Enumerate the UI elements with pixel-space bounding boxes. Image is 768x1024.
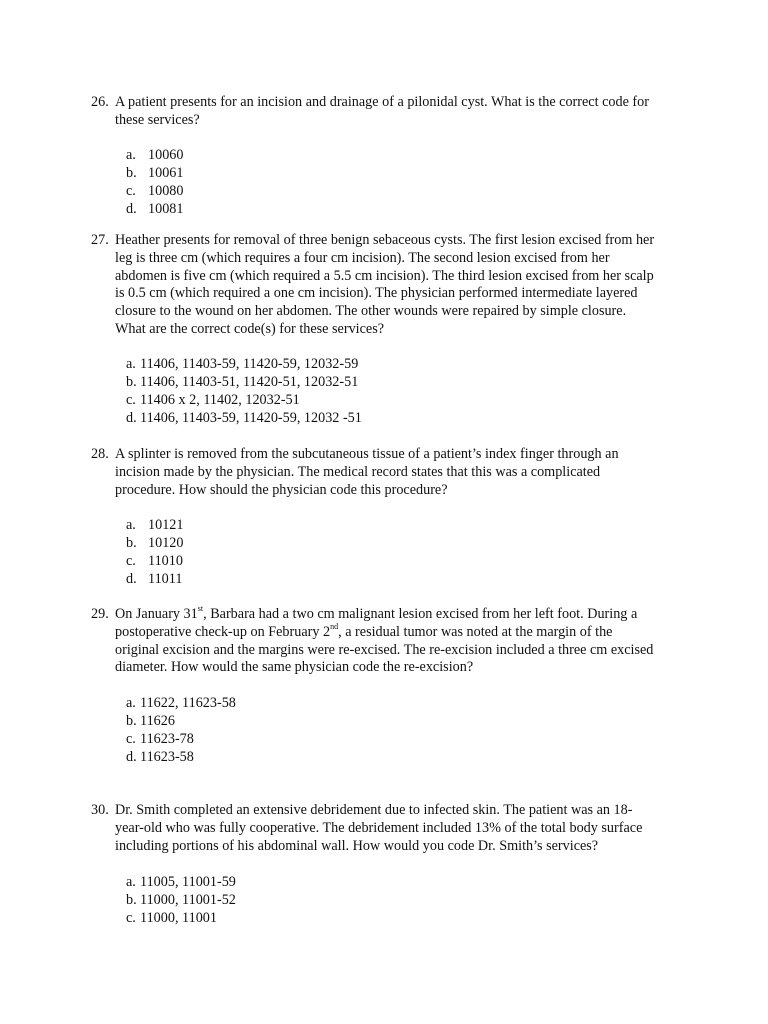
question-text: Dr. Smith completed an extensive debridement due to infected skin. The patient was an 18-year-old who was fully cooperative. The debridement included 13% of the total body surface including portions of his abdominal wall. How would you code Dr. Smith’s services?: [115, 802, 643, 854]
question-number: 28.: [91, 446, 109, 462]
superscript-st: st: [197, 604, 204, 614]
question-number: 29.: [91, 606, 109, 622]
superscript-nd: nd: [330, 622, 339, 632]
question-text: On January 31st, Barbara had a two cm malignant lesion excised from her left foot. During a postoperative check-up on February 2nd, a residual tumor was noted at the margin of the original excision and the margins were re-excised. The re-excision included a three cm excised diameter. How would the same physician code the re-excision?: [115, 604, 654, 676]
question-number: 27.: [91, 232, 109, 248]
document-page: 26. A patient presents for an incision and drainage of a pilonidal cyst. What is the correct code for these services? a. 10060 b. 10061 c. 10080 d. 10081 27. Heather presents for removal of three benign sebaceous cysts. The first lesion excised from her leg is three cm (which requires a four cm incision). The second lesion excised from her abdomen is five cm (which required a 5.5 cm incision). The third lesion excised from her scalp is 0.5 cm (which required a one cm incision). The physician performed intermediate layered closure to the wound on her abdomen. The other wounds were repaired by simple closure. What are the correct code(s) for these services? a. 11406, 11403-59, 11420-59, 12032-59 b. 11406, 11403-51, 11420-51, 12032-51 c. 11406 x 2, 11402, 12032-51 d. 11406, 11403-59, 11420-59, 12032 -51 28. A splinter is removed from the subcutaneous tissue of a patient’s index finger through an incision made by the physician. The medical record states that this was a complicated procedure. How should the physician code this procedure? a. 10121 b. 10120 c. 11010 d. 11011 29. On January 31st, Barbara had a two cm malignant lesion excised from her left foot. During a postoperative check-up on February 2nd, a residual tumor was noted at the margin of the original excision and the margins were re-excised. The re-excision included a three cm excised diameter. How would the same physician code the re-excision? a. 11622, 11623-58 b. 11626 c. 11623-78 d. 11623-58 30. Dr. Smith completed an extensive debridement due to infected skin. The patient was an 18-year-old who was fully cooperative. The debridement included 13% of the total body surface including portions of his abdominal wall. How would you code Dr. Smith’s services? a. 11005, 11001-59 b. 11000, 11001-52 c. 11000, 11001: [0, 0, 768, 1024]
question-text: A splinter is removed from the subcutaneous tissue of a patient’s index finger through an incision made by the physician. The medical record states that this was a complicated procedure. How should the physician code this procedure?: [115, 446, 619, 498]
question-text: A patient presents for an incision and drainage of a pilonidal cyst. What is the correct code for these services?: [115, 94, 649, 128]
question-number: 30.: [91, 802, 109, 818]
question-number: 26.: [91, 94, 109, 110]
question-text: Heather presents for removal of three benign sebaceous cysts. The first lesion excised from her leg is three cm (which requires a four cm incision). The second lesion excised from her abdomen is five cm (which required a 5.5 cm incision). The third lesion excised from her scalp is 0.5 cm (which required a one cm incision). The physician performed intermediate layered closure to the wound on her abdomen. The other wounds were repaired by simple closure. What are the correct code(s) for these services?: [115, 232, 655, 337]
